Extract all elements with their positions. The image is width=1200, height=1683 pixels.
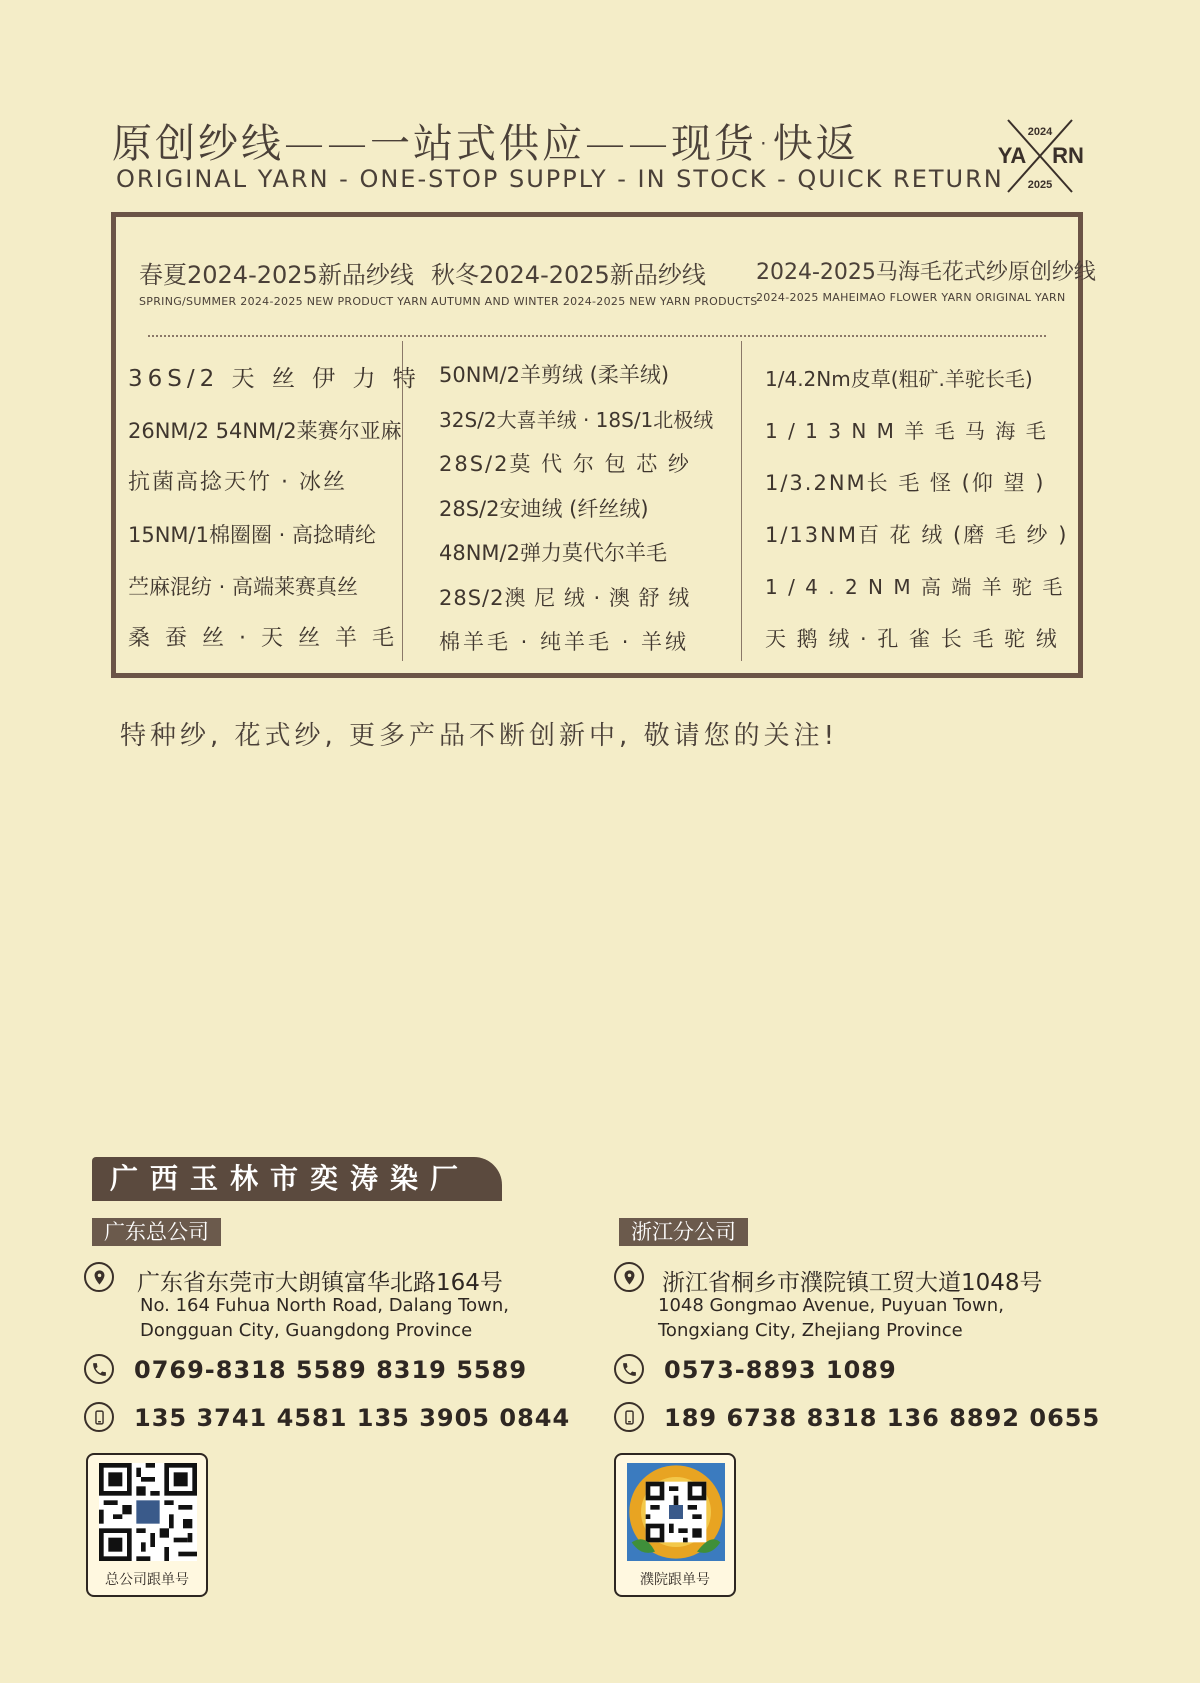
mobile-numbers: 189 6738 8318 136 8892 0655 — [664, 1404, 1101, 1432]
telephone-number: 0573-8893 1089 — [664, 1356, 897, 1384]
list-item: 苎麻混纺 · 高端莱赛真丝 — [128, 575, 359, 599]
logo-top-year: 2024 — [1027, 126, 1053, 138]
qr-caption: 濮院跟单号 — [640, 1572, 710, 1588]
mobile-numbers: 135 3741 4581 135 3905 0844 — [134, 1404, 571, 1432]
list-item: 桑 蚕 丝 · 天 丝 羊 毛 — [128, 626, 398, 651]
location-pin-icon — [84, 1262, 114, 1292]
list-item: 棉羊毛 · 纯羊毛 · 羊绒 — [439, 630, 690, 654]
qr-code-card — [86, 1453, 208, 1597]
list-item: 1 / 1 3 N M 羊 毛 马 海 毛 — [765, 419, 1048, 443]
address-cn: 浙江省桐乡市濮院镇工贸大道1048号 — [662, 1270, 1043, 1296]
list-item: 1 / 4 . 2 N M 高 端 羊 驼 毛 — [765, 575, 1065, 599]
qr-code-sunflower — [627, 1463, 725, 1561]
address-cn: 广东省东莞市大朗镇富华北路164号 — [137, 1270, 503, 1296]
column-header-mohair — [756, 255, 1096, 304]
list-item: 28S/2安迪绒 (纤丝绒) — [439, 496, 649, 521]
yarn-logo — [990, 118, 1090, 194]
page-title: 原创纱线——一站式供应——现货·快返 — [112, 121, 859, 167]
list-item: 28S/2莫 代 尔 包 芯 纱 — [439, 452, 691, 476]
address-en-line2: Dongguan City, Guangdong Province — [140, 1320, 473, 1341]
company-banner: 广西玉林市奕涛染厂 — [92, 1157, 502, 1201]
address-en-line1: 1048 Gongmao Avenue, Puyuan Town, — [658, 1295, 1004, 1316]
product-list-spring — [128, 353, 421, 665]
list-item: 26NM/2 54NM/2莱赛尔亚麻 — [128, 419, 402, 443]
column-subtitle: SPRING/SUMMER 2024-2025 NEW PRODUCT YARN — [139, 295, 428, 308]
list-item: 48NM/2弹力莫代尔羊毛 — [439, 541, 667, 565]
product-frame — [111, 212, 1096, 678]
mobile-phone-icon — [614, 1402, 644, 1432]
logo-right: RN — [1052, 143, 1084, 168]
list-item: 32S/2大喜羊绒 · 18S/1北极绒 — [439, 407, 714, 432]
branch-label-zhejiang: 浙江分公司 — [619, 1218, 748, 1246]
list-item: 36S/2 天 丝 伊 力 特 — [128, 366, 421, 392]
logo-left: YA — [997, 143, 1027, 168]
product-list-autumn — [439, 353, 729, 665]
address-en-line2: Tongxiang City, Zhejiang Province — [658, 1320, 963, 1341]
product-list-mohair — [765, 353, 1069, 665]
list-item: 50NM/2羊剪绒 (柔羊绒) — [439, 363, 670, 387]
address-en-line1: No. 164 Fuhua North Road, Dalang Town, — [140, 1295, 509, 1316]
mobile-phone-icon — [84, 1402, 114, 1432]
column-title: 秋冬2024-2025新品纱线 — [431, 261, 706, 289]
telephone-number: 0769-8318 5589 8319 5589 — [134, 1356, 528, 1384]
phone-icon — [614, 1354, 644, 1384]
list-item: 天 鹅 绒 · 孔 雀 长 毛 驼 绒 — [765, 627, 1059, 651]
list-item: 28S/2澳 尼 绒 · 澳 舒 绒 — [439, 585, 691, 610]
qr-caption: 总公司跟单号 — [105, 1572, 189, 1588]
list-item: 15NM/1棉圈圈 · 高捻晴纶 — [128, 523, 377, 547]
column-header-autumn — [431, 255, 758, 308]
page-subtitle: ORIGINAL YARN - ONE-STOP SUPPLY - IN STOCK - QUICK RETURN — [116, 165, 1004, 193]
divider-dotted — [148, 335, 1046, 337]
list-item: 1/3.2NM长 毛 怪 (仰 望 ) — [765, 471, 1046, 495]
list-item: 1/13NM百 花 绒 (磨 毛 纱 ) — [765, 523, 1069, 547]
column-header-spring — [139, 255, 428, 308]
list-item: 1/4.2Nm皮草(粗矿.羊驼长毛) — [765, 367, 1033, 391]
branch-label-guangdong: 广东总公司 — [92, 1218, 221, 1246]
column-title: 2024-2025马海毛花式纱原创纱线 — [756, 260, 1096, 285]
logo-bottom-year: 2025 — [1027, 179, 1053, 191]
qr-code-card — [614, 1453, 736, 1597]
tagline: 特种纱, 花式纱, 更多产品不断创新中, 敬请您的关注! — [120, 721, 839, 751]
column-subtitle: 2024-2025 MAHEIMAO FLOWER YARN ORIGINAL YARN — [756, 291, 1066, 304]
phone-icon — [84, 1354, 114, 1384]
qr-code — [99, 1463, 197, 1561]
column-title: 春夏2024-2025新品纱线 — [139, 261, 414, 289]
list-item: 抗菌高捻天竹 · 冰丝 — [128, 470, 347, 495]
column-divider — [741, 341, 742, 661]
location-pin-icon — [614, 1262, 644, 1292]
column-subtitle: AUTUMN AND WINTER 2024-2025 NEW YARN PRODUCTS — [431, 295, 758, 308]
